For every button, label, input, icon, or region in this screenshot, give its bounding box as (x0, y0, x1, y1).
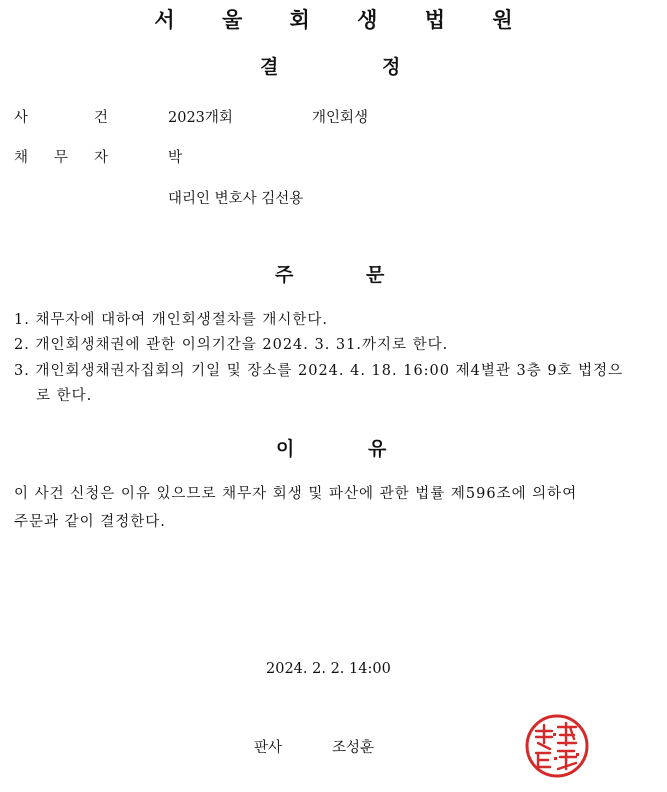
order-item-3-continued: 로 한다. (36, 388, 93, 404)
judge-name: 조성훈 (332, 740, 375, 756)
judge-label: 판사 (254, 740, 283, 756)
debtor-label-b: 무 (54, 150, 69, 166)
case-type: 개인회생 (312, 110, 369, 126)
order-heading-left: 주 (275, 264, 294, 286)
reason-line-2: 주문과 같이 결정한다. (14, 514, 166, 530)
title-left: 결 (260, 56, 279, 78)
order-item-2: 2. 개인회생채권에 관한 이의기간을 2024. 3. 31.까지로 한다. (14, 337, 449, 353)
debtor-label-c: 자 (94, 150, 109, 166)
reason-line-1: 이 사건 신청은 이유 있으므로 채무자 회생 및 파산에 관한 법률 제596조에 의하여 (14, 486, 578, 502)
reason-heading-left: 이 (276, 438, 295, 460)
decision-date: 2024. 2. 2. 14:00 (266, 661, 391, 677)
order-item-1: 1. 채무자에 대하여 개인회생절차를 개시한다. (14, 312, 329, 328)
debtor-name: 박 (168, 150, 183, 166)
order-item-3: 3. 개인회생채권자집회의 기일 및 장소를 2024. 4. 18. 16:00 제4별관 3층 9호 법정으 (14, 363, 624, 379)
order-heading-right: 문 (366, 264, 385, 286)
title-right: 정 (382, 56, 401, 78)
case-number: 2023개회 (168, 110, 233, 126)
reason-heading-right: 유 (368, 438, 387, 460)
court-name: 서 울 회 생 법 원 (154, 8, 533, 32)
debtor-agent: 대리인 변호사 김선용 (168, 191, 304, 207)
debtor-label-a: 채 (14, 150, 29, 166)
case-label-b: 건 (94, 110, 109, 126)
case-label-a: 사 (14, 110, 29, 126)
judge-seal-stamp (524, 713, 590, 779)
